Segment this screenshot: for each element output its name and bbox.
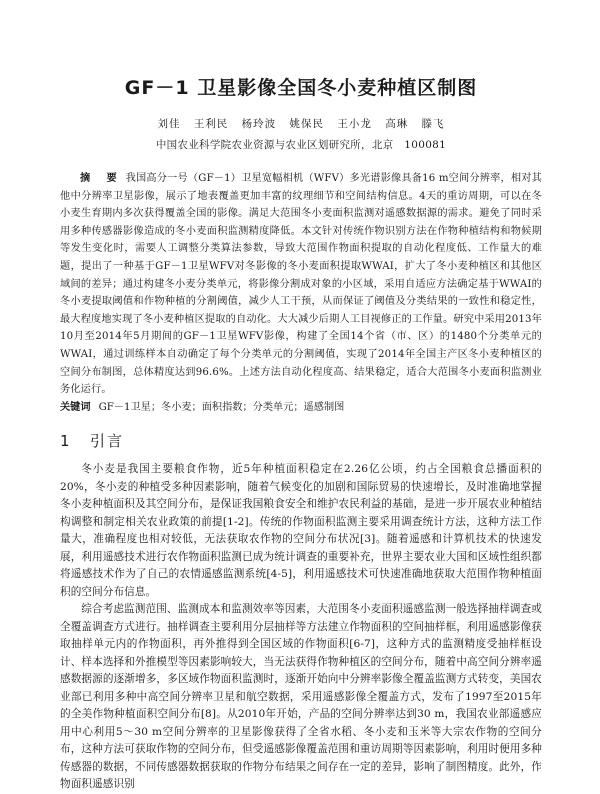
section-number: 1: [60, 432, 70, 451]
author: 高琳: [385, 118, 409, 130]
abstract-text: 我国高分一号（GF－1）卫星宽幅相机（WFV）多光谱影像具备16 m空间分辨率，相对其他中分辨率卫星影像，展示了地表覆盖更加丰富的纹理细节和空间结构信息。4天的重访周期，可以在冬小麦生育期内多次获得覆盖全国的影像。满足大范围冬小麦面积监测对遥感数据源的需求。避免了同时采用多种传感器影像造成的冬小麦面积监测精度降低。本文针对传统作物识别方法在作物种植结构和物候期等发生变化时，需要人工调整分类算法参数，导致大范围作物面积提取的自动化程度低、工作量大的难题，提出了一种基于GF－1卫星WFV对冬影像的冬小麦面积提取WWAI，扩大了冬小麦种植区和其他区域间的差异；通过构建冬小麦分类单元，将影像分割成对象的小区域，采用自适应方法确定基于WWAI的冬小麦提取阈值和作物种植的分割阈值，减少人工干预，从而保证了阈值及分类结果的一致性和稳定性，最大程度地实现了冬小麦种植区提取的自动化。大大减少后期人工目视修正的工作量。研究中采用2013年10月至2014年5月期间的GF－1卫星WFV影像，构建了全国14个省（市、区）的1480个分类单元的WWAI，通过训练样本自动确定了每个分类单元的分割阈值，实现了2014年全国主产区冬小麦种植区的空间分布制图，总体精度达到96.6%。上述方法自动化程度高、结果稳定，适合大范围冬小麦面积监测业务化运行。: [60, 173, 542, 396]
paragraph: 综合考虑监测范围、监测成本和监测效率等因素，大范围冬小麦面积遥感监测一般选择抽样调查或全覆盖调查方式进行。抽样调查主要利用分层抽样等方法建立作物面积的空间抽样框，利用遥感影像获取抽样单元内的作物面积，再外推得到全国区域的作物面积[6-7]，这种方式的监测精度受抽样框设计、样本选择和外推模型等因素影响较大，当无法获得作物种植区的空间分布，随着中高空间分辨率遥感数据源的逐渐增多，多区域作物面积监测时，逐渐开始向中分辨率影像全覆盖监测方式转变，美国农业部已利用多种中高空间分辨率卫星和航空数据，采用遥感影像全覆盖方式，发布了1997至2015年的全美作物种植面积空间分布[8]。从2010年开始，产品的空间分辨率达到30 m，我国农业部遥感应用中心利用5～30 m空间分辨率的卫星影像获得了全省水稻、冬小麦和玉米等大宗农作物的空间分布，这种方法可获取作物的空间分布，但受遥感影像覆盖范围和重访周期等因素影响，利用时便用多种传感器的数据，不同传感器数据获取的作物分布结果之间存在一定的差异，影响了制图精度。此外，作物面积遥感识别: [60, 603, 542, 791]
keywords: [60, 399, 542, 417]
abstract-label: 摘 要: [80, 173, 120, 184]
keywords-text: GF－1卫星；冬小麦；面积指数；分类单元；遥感制图: [98, 401, 345, 413]
keywords-label: 关键词: [60, 401, 91, 413]
author: 滕飞: [421, 118, 445, 130]
affiliation: 中国农业科学院农业资源与农业区划研究所，北京 100081: [155, 139, 447, 151]
abstract: [60, 170, 542, 399]
author-list: [60, 116, 542, 131]
section-heading: [60, 430, 542, 451]
author: 刘佳: [157, 118, 181, 130]
author: 王小龙: [337, 118, 372, 130]
author: 姚保民: [289, 118, 324, 130]
author: 杨玲波: [241, 118, 277, 130]
section-title: 引言: [90, 432, 125, 451]
paragraph: 冬小麦是我国主要粮食作物，近5年种植面积稳定在2.26亿公顷，约占全国粮食总播面积的20%，冬小麦的种植受多种因素影响，随着气候变化的加剧和国际贸易的快速增长，及时准确地掌握冬小麦种植面积及其空间分布，是保证我国粮食安全和维护农民利益的基础，是进一步开展农业种植结构调整和制定相关农业政策的前提[1-2]。传统的作物面积监测主要采用调查统计方法，这种方法工作量大，准确程度也相对较低，无法获取农作物的空间分布状况[3]。随着遥感和计算机技术的快速发展，利用遥感技术进行农作物面积监测已成为统计调查的重要补充，世界主要农业大国和区域性组织都将遥感技术作为了自己的农情遥感监测系统[4-5]，利用遥感技术可快速准确地获取大范围作物种植面积的空间分布信息。: [60, 463, 542, 598]
body-text: [60, 461, 542, 794]
paper-title: GF－1 卫星影像全国冬小麦种植区制图: [124, 77, 478, 99]
author: 王利民: [193, 118, 229, 130]
